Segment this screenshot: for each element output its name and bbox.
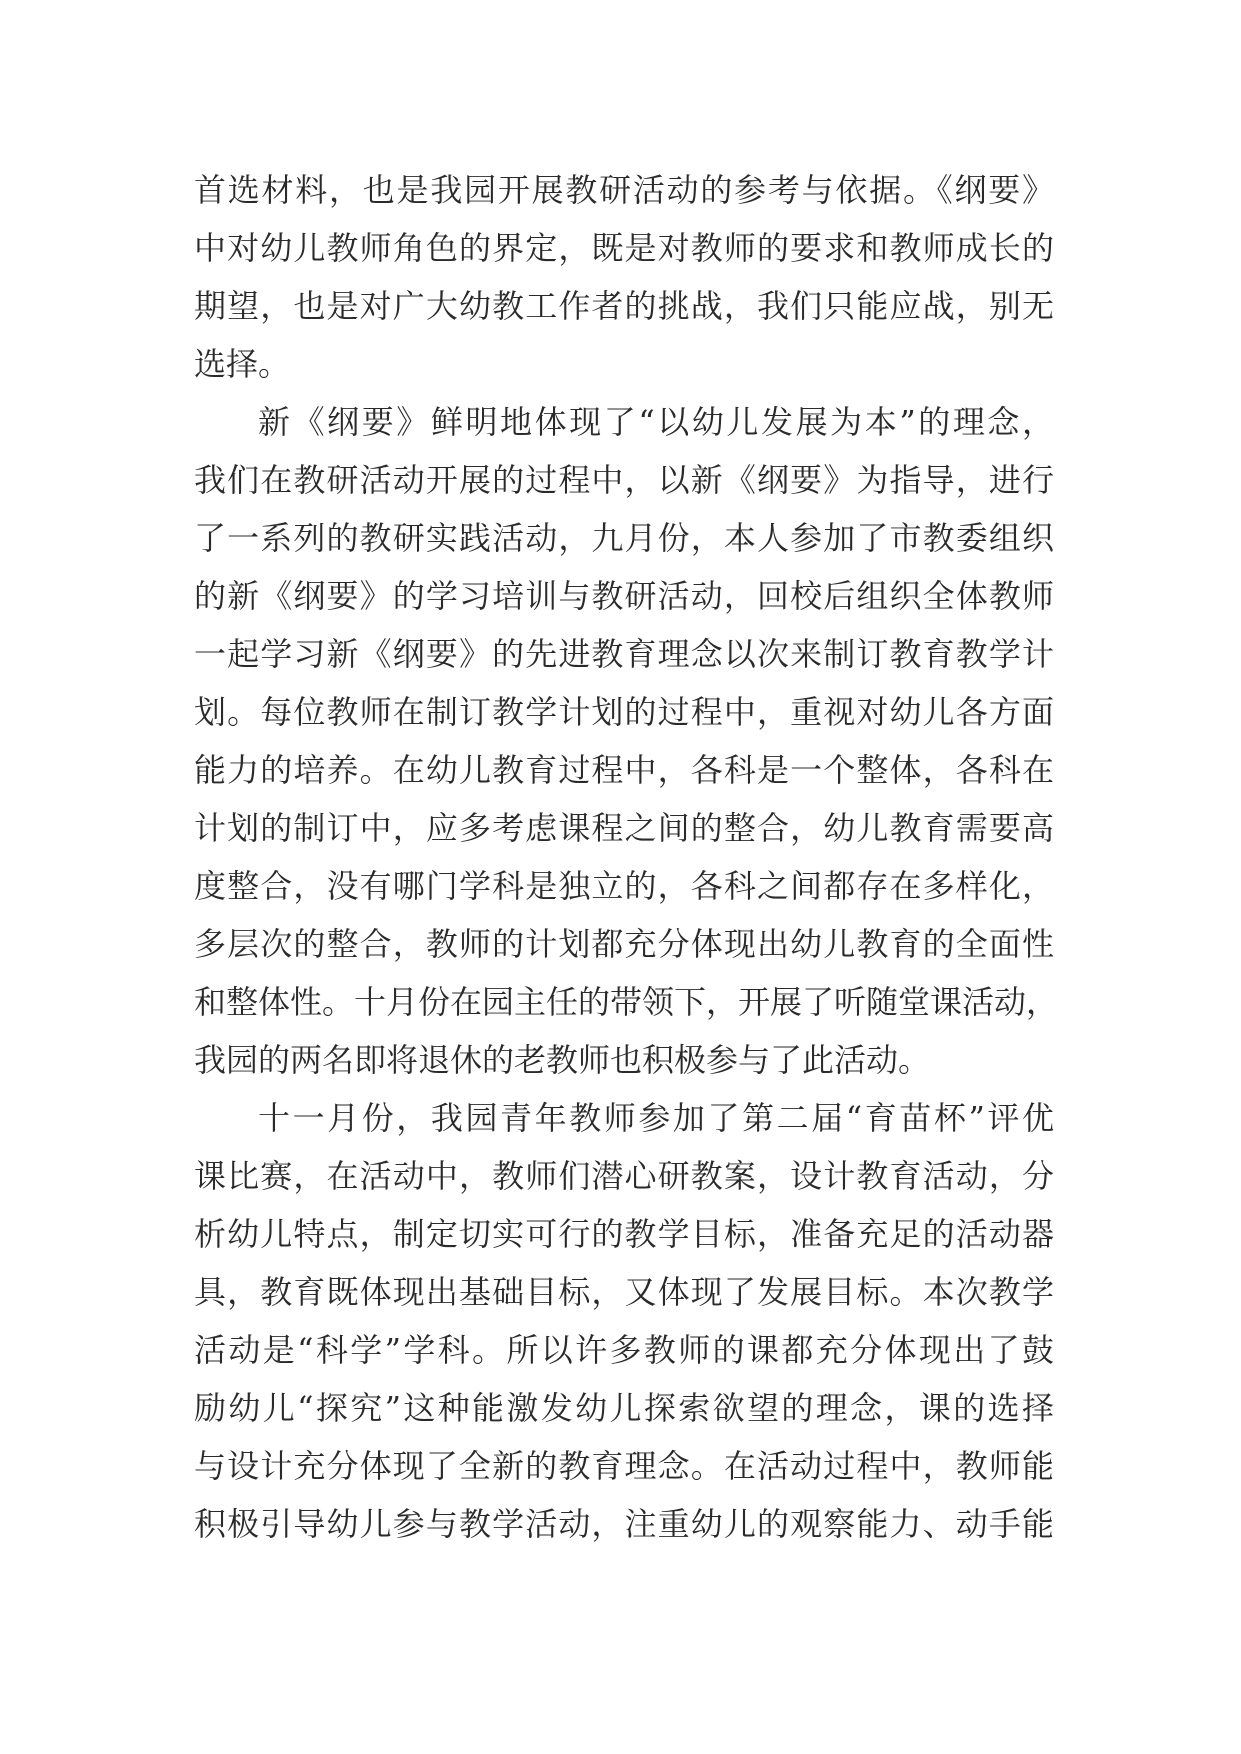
text-line: 期望，也是对广大幼教工作者的挑战，我们只能应战，别无 xyxy=(194,287,1054,325)
text-line: 积极引导幼儿参与教学活动，注重幼儿的观察能力、动手能 xyxy=(194,1505,1054,1543)
text-line: 中对幼儿教师角色的界定，既是对教师的要求和教师成长的 xyxy=(194,229,1054,267)
text-line: 的新《纲要》的学习培训与教研活动，回校后组织全体教师 xyxy=(194,577,1054,615)
text-line: 划。每位教师在制订教学计划的过程中，重视对幼儿各方面 xyxy=(194,693,1054,731)
text-line: 十一月份，我园青年教师参加了第二届“育苗杯”评优 xyxy=(258,1099,1054,1137)
text-line: 和整体性。十月份在园主任的带领下，开展了听随堂课活动， xyxy=(194,983,1059,1021)
text-line: 具，教育既体现出基础目标，又体现了发展目标。本次教学 xyxy=(194,1273,1054,1311)
text-line: 首选材料，也是我园开展教研活动的参考与依据。《纲要》 xyxy=(194,171,1054,209)
text-line: 一起学习新《纲要》的先进教育理念以次来制订教育教学计 xyxy=(194,635,1054,673)
document-body xyxy=(194,161,1059,1553)
text-line: 与设计充分体现了全新的教育理念。在活动过程中，教师能 xyxy=(194,1447,1054,1485)
text-line: 课比赛，在活动中，教师们潜心研教案，设计教育活动，分 xyxy=(194,1157,1054,1195)
paragraph xyxy=(194,1089,1054,1553)
text-line: 新《纲要》鲜明地体现了“以幼儿发展为本”的理念， xyxy=(258,403,1054,441)
text-line: 了一系列的教研实践活动，九月份，本人参加了市教委组织 xyxy=(194,519,1054,557)
text-line: 析幼儿特点，制定切实可行的教学目标，准备充足的活动器 xyxy=(194,1215,1054,1253)
text-line: 我园的两名即将退休的老教师也积极参与了此活动。 xyxy=(194,1041,931,1079)
paragraph xyxy=(194,161,1054,393)
text-line: 选择。 xyxy=(194,345,291,383)
text-line: 能力的培养。在幼儿教育过程中，各科是一个整体，各科在 xyxy=(194,751,1054,789)
text-line: 计划的制订中，应多考虑课程之间的整合，幼儿教育需要高 xyxy=(194,809,1054,847)
text-line: 多层次的整合，教师的计划都充分体现出幼儿教育的全面性 xyxy=(194,925,1054,963)
paragraph xyxy=(194,393,1059,1089)
text-line: 度整合，没有哪门学科是独立的，各科之间都存在多样化， xyxy=(194,867,1054,905)
text-line: 我们在教研活动开展的过程中，以新《纲要》为指导，进行 xyxy=(194,461,1054,499)
text-line: 励幼儿“探究”这种能激发幼儿探索欲望的理念，课的选择 xyxy=(194,1389,1054,1427)
text-line: 活动是“科学”学科。所以许多教师的课都充分体现出了鼓 xyxy=(194,1331,1054,1369)
